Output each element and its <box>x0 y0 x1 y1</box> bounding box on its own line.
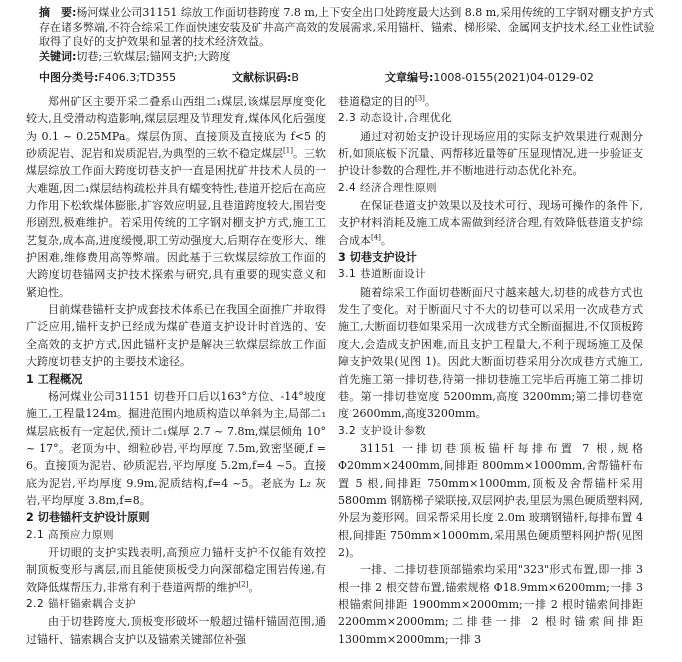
abstract-label: 摘 要: <box>39 6 77 19</box>
article-no-value: 1008-0155(2021)04-0129-02 <box>433 71 594 84</box>
paragraph <box>338 197 643 249</box>
subsection-heading-3-2: 3.2 支护设计参数 <box>338 424 427 437</box>
subsection-heading-2-3: 2.3 动态设计,合理优化 <box>338 112 452 125</box>
section-heading-1: 1 工程概况 <box>26 372 83 386</box>
clc-label: 中图分类号: <box>39 71 99 84</box>
paragraph: 一排、二排切巷顶部锚索均采用"323"形式布置,即一排 3 根一排 2 根交替布置,锚索规格 Φ18.9mm×6200mm;一排 3 根锚索间排距 1900mm×2000mm;一排 2 根时锚索间排距 2200mm×2000mm;二排巷一排 2 根时锚索间排距 1300mm×2000mm;一排 3 <box>338 563 643 646</box>
paragraph: 通过对初始支护设计现场应用的实际支护效果进行观测分析,如顶底板下沉量、两帮移近量等矿压显现情况,进一步验证支护设计参数的合理性,并不断地进行动态优化补充。 <box>338 129 643 178</box>
keywords-text: 切巷;三软煤层;锚网支护;大跨度 <box>76 49 231 63</box>
citation: [1] <box>283 146 293 155</box>
text-run: 。 <box>424 95 436 108</box>
article-no-label: 文章编号: <box>385 71 434 84</box>
paragraph: 随着综采工作面切巷断面尺寸越来越大,切巷的成巷方式也发生了变化。对于断面尺寸不大的切巷可以采用一次成巷方式施工,大断面切巷如果采用一次成巷方式全断面掘进,不仅顶板跨度大,会造成支护困难,而且支护工程量大,不利于现场施工及保障支护效果(见图 1)。因此大断面切巷采用分次成巷方式施工,首先施工第一排切巷,待第一排切巷施工完毕后再施工第二排切巷。第一排切巷宽度 5200mm,高度 3200mm;第二排切巷宽度 2600mm,高度3200mm。 <box>338 285 643 421</box>
subsection-heading-2-4: 2.4 经济合理性原则 <box>338 181 438 194</box>
paragraph <box>26 544 326 596</box>
text-run: 开切眼的支护实践表明,高预应力锚杆支护不仅能有效控制顶板变形与离层,而且能使顶板受力向深部稳定围岩传递,有效降低煤帮压力,非常有利于巷道两帮的维护 <box>26 545 326 594</box>
section-heading-2: 2 切巷锚杆支护设计原则 <box>26 511 150 525</box>
text-run: 。 <box>248 580 260 594</box>
doc-code <box>232 69 299 85</box>
section-heading-3: 3 切巷支护设计 <box>338 251 417 265</box>
paragraph <box>26 93 326 301</box>
text-run: 。 <box>380 233 392 247</box>
abstract-block <box>39 6 659 64</box>
doc-code-label: 文献标识码: <box>232 71 292 84</box>
citation: [2] <box>238 579 249 588</box>
abstract-text: 杨河煤业公司31151 综放工作面切巷跨度 7.8 m,上下安全出口处跨度最大达到 8.8 m,采用传统的工字钢对棚支护方式存在诸多弊端,不符合综采工作面快速安装及矿井高产高效的发展需求,采用锚杆、锚索、梯形梁、金属网支护技术,经工业性试验取得了良好的支护效果和显著的技术经济效益。 <box>39 6 655 49</box>
text-run: 巷道稳定的目的 <box>338 95 415 108</box>
keywords-label: 关键词: <box>39 49 77 63</box>
paragraph: 31151 一排切巷顶板锚杆每排布置 7 根,规格Φ20mm×2400mm,间排距 800mm×1000mm,舍帮锚杆布置 5 根,间排距 750mm×1000mm,顶板及舍帮锚杆采用5800mm 钢筋梯子梁联接,双层网护表,里层为黑色硬质塑料网,外层为菱形网。回采帮采用长度 2.0m 玻璃钢锚杆,每排布置 4 根,间排距 750mm×1000mm,采用黑色硬质塑料网护帮(见图2)。 <box>338 441 643 559</box>
doc-code-value: B <box>291 71 299 84</box>
paragraph: 由于切巷跨度大,顶板变形破坏一般超过锚杆锚固范围,通过锚杆、锚索耦合支护以及锚索关键部位补强 <box>26 615 326 646</box>
citation: [3] <box>415 94 425 103</box>
right-column <box>338 93 643 648</box>
paragraph: 目前煤巷锚杆支护成套技术体系已在我国全面推广并取得广泛应用,锚杆支护已经成为煤矿巷道支护设计时首选的、安全高效的支护方式,因此锚杆支护是解决三软煤层综放工作面大跨度切巷支护的主要技术途径。 <box>26 303 326 369</box>
citation: [4] <box>371 233 381 242</box>
subsection-heading-3-1: 3.1 巷道断面设计 <box>338 268 427 281</box>
text-run: 。三软煤层综放工作面大跨度切巷支护一直是困扰矿井技术人员的一大难题,因二₁煤层结构疏松并具有蠕变特性,巷道开挖后在高应力作用下松软煤体膨胀,扩容效应明显,且巷道跨度较大,围岩变形剧烈,极难维护。若采用传统的工字钢对棚支护方式,施工工艺复杂,成本高,进度缓慢,职工劳动强度大,后期存在变形大、维护困难,维修费用高等弊端。因此基于三软煤层综放工作面的大跨度切巷锚网支护技术探索与研究,具有重要的现实意义和紧迫性。 <box>26 147 327 299</box>
left-column <box>26 93 326 648</box>
paragraph: 杨河煤业公司31151 切巷开口后以163°方位、-14°坡度施工,工程量124m。掘进范围内地质构造以单斜为主,局部二₁煤层底板有一定起伏,预计二₁煤厚 2.7 ~ 7.8m,煤层倾角 10° ~ 17°。老顶为中、细粒砂岩,平均厚度 7.5m,致密坚硬,f = 6。直接顶为泥岩、砂质泥岩,平均厚度 5.2m,f=4 ~5。直接底为泥岩,平均厚度 9.9m,泥质结构,f=4 ~5。老底为 L₂ 灰岩,平均厚度 3.8m,f=8。 <box>26 389 326 507</box>
clc-value: F406.3;TD355 <box>98 71 177 84</box>
subsection-heading-2-1: 2.1 高预应力原则 <box>26 528 115 541</box>
article-number <box>385 69 594 85</box>
subsection-heading-2-2: 2.2 锚杆锚索耦合支护 <box>26 597 137 610</box>
text-run: 郑州矿区主要开采二叠系山西组二₁煤层,该煤层厚度变化较大,且受滑动构造影响,煤层层理及节理发育,煤体风化后强度为 0.1 ~ 0.25MPa。煤层伪顶、直接顶及直接底为 f<5 的砂质泥岩、泥岩和炭质泥岩,为典型的三软不稳定煤层 <box>26 95 326 161</box>
text-run: 在保证巷道支护效果以及技术可行、现场可操作的条件下,支护材料消耗及施工成本需做到经济合理,有效降低巷道支护综合成本 <box>338 199 643 247</box>
clc-number <box>39 69 176 85</box>
paragraph <box>338 93 643 110</box>
